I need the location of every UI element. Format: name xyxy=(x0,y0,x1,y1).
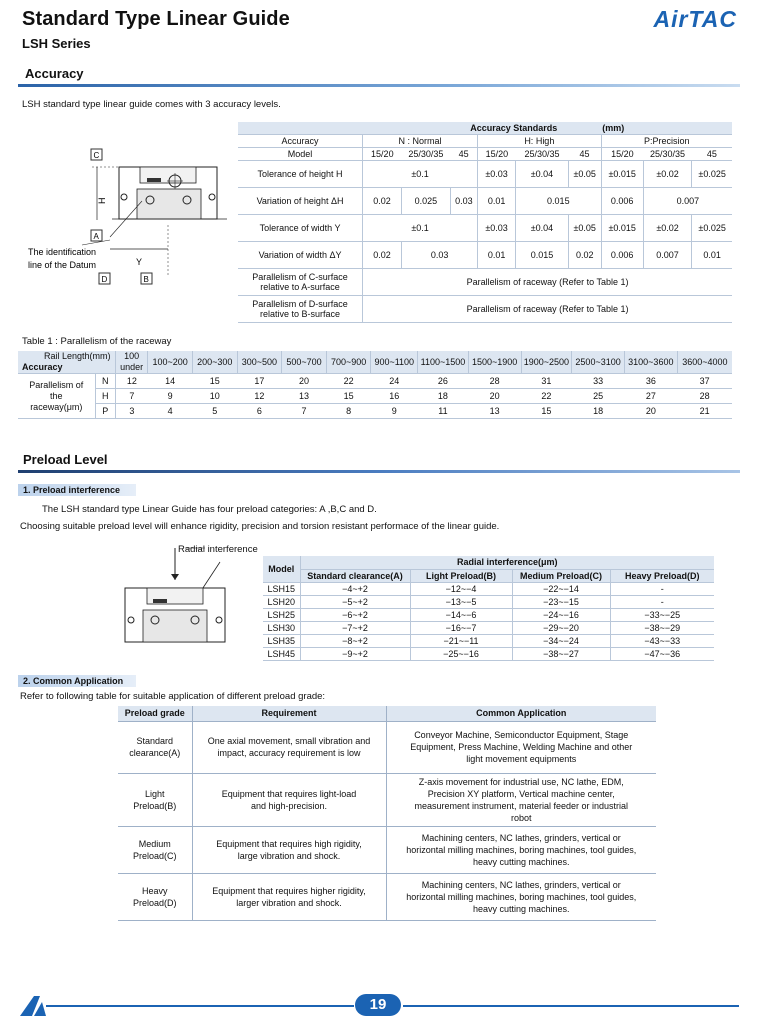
col-model: Model xyxy=(238,147,363,160)
preload-text-2: Choosing suitable preload level will enhance rigidity, precision and torsion resistant performace of the linear guide. xyxy=(20,521,500,532)
accuracy-heading-bar xyxy=(18,84,740,87)
preload-diagram xyxy=(115,540,265,650)
application-row-medium: Medium Preload(C) Equipment that requires high rigidity, large vibration and shock. Machining centers, NC lathes, grinders, vertical or horizontal milling machines, boring machines, tool guides, heavy cutting machines. xyxy=(118,826,656,873)
application-table: Preload grade Requirement Common Application Standard clearance(A) One axial movement, small vibration and impact, accuracy requirement is low Conveyor Machine, Semiconductor Equipment, Stage Equipment, Press Machine, Welding Machine and other light movement equipments Light Preload(B) Equipment that requires light-load and high-precision. Z-axis movement for industrial use, NC lathe, EDM, Precision XY platform, Vertical machine center, measurement instrument, material feeder or industrial robot Medium Preload(C) Equipment that requires high rigidity, large vibration and shock. Machining centers, NC lathes, grinders, vertical or horizontal milling machines, boring machines, tool guides, heavy cutting machines. Heavy Preload(D) Equipment that requires higher rigidity, larger vibration and shock. Machining centers, NC lathes, grinders, vertical or horizontal milling machines, boring machines, tool guides, heavy cutting machines. xyxy=(118,706,656,921)
accuracy-diagram xyxy=(22,145,237,285)
box-label-B xyxy=(141,273,152,284)
rail-length-header: Rail Length(mm) xyxy=(44,351,111,361)
application-row-standard: Standard clearance(A) One axial movement, small vibration and impact, accuracy requirement is low Conveyor Machine, Semiconductor Equipment, Stage Equipment, Press Machine, Welding Machine and other light movement equipments xyxy=(118,721,656,773)
box-label-C xyxy=(91,149,102,160)
raceway-table: Rail Length(mm) Accuracy 100 under 100~200 200~300 300~500 500~700 700~900 900~1100 1100~1500 1500~1900 1900~2500 2500~3100 3100~3600 3600~4000 Parallelism of the raceway(μm) N 12 14 15 17 20 22 24 26 28 31 33 36 37 H 7 9 10 12 13 15 16 18 20 22 25 27 28 P 3 4 5 6 7 8 9 11 13 15 18 20 21 xyxy=(18,351,732,419)
preload-row: LSH15 −4~+2 −12~−4 −22~−14 - xyxy=(263,582,714,595)
preload-row: LSH35 −8~+2 −21~−11 −34~−24 −43~−33 xyxy=(263,634,714,647)
page-number: 19 xyxy=(355,994,401,1016)
raceway-row-P: P 3 4 5 6 7 8 9 11 13 15 18 20 21 xyxy=(18,404,732,419)
svg-text:D: D xyxy=(101,275,108,284)
radial-interference-group: Radial interference(μm) xyxy=(300,556,714,569)
accuracy-table: Accuracy Standards (mm) Accuracy N : Normal H: High P:Precision Model 15/20 25/30/35 45 15/20 25/30/35 45 15/20 25/30/35 45 Tolerance of height H ±0.1 ±0.03 ±0.04 ±0.05 ±0.015 ±0.02 ±0.025 Variation of height ΔH 0.02 0.025 0.03 0.01 0.015 0.006 0.007 Tolerance of width Y ±0.1 ±0.03 ±0.04 ±0.05 ±0.015 ±0.02 ±0.025 Variation of width ΔY 0.02 0.03 0.01 0.015 0.02 0.006 0.007 0.01 Parallelism of C-surface relative to A-surface Parallelism of raceway (Refer to Table 1) Parallelism of D-surface relative to B-surface Parallelism of raceway (Refer to Table 1) xyxy=(238,122,732,323)
series-subtitle: LSH Series xyxy=(22,36,91,51)
airtac-footer-logo-icon xyxy=(18,994,48,1018)
raceway-row-H: H 7 9 10 12 13 15 16 18 20 22 25 27 28 xyxy=(18,389,732,404)
datum-label: line of the Datum xyxy=(28,260,97,270)
svg-text:B: B xyxy=(143,275,149,284)
raceway-caption: Table 1 : Parallelism of the raceway xyxy=(22,336,172,347)
col-model: Model xyxy=(263,556,300,582)
col-accuracy: Accuracy xyxy=(238,134,363,147)
application-row-heavy: Heavy Preload(D) Equipment that requires higher rigidity, larger vibration and shock. Machining centers, NC lathes, grinders, vertical or horizontal milling machines, boring machines, tool guides, heavy cutting machines. xyxy=(118,873,656,920)
svg-text:C: C xyxy=(93,151,100,160)
preload-row: LSH25 −6~+2 −14~−6 −24~−16 −33~−25 xyxy=(263,608,714,621)
row-variation-height: Variation of height ΔH 0.02 0.025 0.03 0.01 0.015 0.006 0.007 xyxy=(238,187,732,214)
footer-line-left xyxy=(46,1005,354,1007)
linear-guide-drawing xyxy=(82,167,227,275)
application-row-light: Light Preload(B) Equipment that requires light-load and high-precision. Z-axis movement for industrial use, NC lathe, EDM, Precision XY platform, Vertical machine center, measurement instrument, material feeder or industrial robot xyxy=(118,773,656,826)
footer-line-right xyxy=(403,1005,739,1007)
row-variation-width: Variation of width ΔY 0.02 0.03 0.01 0.015 0.02 0.006 0.007 0.01 xyxy=(238,241,732,268)
airtac-logo: AirTAC xyxy=(653,6,737,32)
preload-interference-tag: 1. Preload interference xyxy=(18,484,136,496)
accuracy-heading: Accuracy xyxy=(25,66,84,81)
preload-table: Model Radial interference(μm) Standard clearance(A) Light Preload(B) Medium Preload(C) Heavy Preload(D) LSH15 −4~+2 −12~−4 −22~−14 - LSH20 −5~+2 −13~−5 −23~−15 - LSH25 −6~+2 −14~−6 −24~−16 −33~−25 LSH30 −7~+2 −16~−7 −29~−20 −38~−29 LSH35 −8~+2 −21~−11 −34~−24 −43~−33 LSH45 −9~+2 −25~−16 −38~−27 −47~−36 xyxy=(263,556,714,661)
dim-label-H: H xyxy=(97,197,107,204)
accuracy-header: Accuracy xyxy=(22,362,63,372)
box-label-D xyxy=(99,273,110,284)
box-label-A xyxy=(91,230,102,241)
identification-label: The identification xyxy=(28,247,97,257)
row-parallelism-c: Parallelism of C-surface relative to A-surface Parallelism of raceway (Refer to Table 1) xyxy=(238,268,732,295)
application-intro: Refer to following table for suitable application of different preload grade: xyxy=(20,691,326,702)
raceway-row-N: Parallelism of the raceway(μm) N 12 14 15 17 20 22 24 26 28 31 33 36 37 xyxy=(18,374,732,389)
svg-text:A: A xyxy=(93,232,99,241)
preload-row: LSH45 −9~+2 −25~−16 −38~−27 −47~−36 xyxy=(263,647,714,660)
common-application-tag: 2. Common Application xyxy=(18,675,136,687)
radial-interference-label: Radial interference xyxy=(178,544,258,555)
row-parallelism-d: Parallelism of D-surface relative to B-surface Parallelism of raceway (Refer to Table 1) xyxy=(238,295,732,322)
accuracy-standards-caption: Accuracy Standards (mm) xyxy=(363,122,732,134)
row-tolerance-width: Tolerance of width Y ±0.1 ±0.03 ±0.04 ±0.05 ±0.015 ±0.02 ±0.025 xyxy=(238,214,732,241)
preload-row: LSH30 −7~+2 −16~−7 −29~−20 −38~−29 xyxy=(263,621,714,634)
page-title: Standard Type Linear Guide xyxy=(22,8,290,30)
preload-text-1: The LSH standard type Linear Guide has four preload categories: A ,B,C and D. xyxy=(42,504,377,515)
preload-heading: Preload Level xyxy=(23,452,108,467)
accuracy-intro: LSH standard type linear guide comes with 3 accuracy levels. xyxy=(22,99,281,110)
dim-label-Y: Y xyxy=(136,257,143,267)
preload-row: LSH20 −5~+2 −13~−5 −23~−15 - xyxy=(263,595,714,608)
preload-heading-bar xyxy=(18,470,740,473)
row-tolerance-height: Tolerance of height H ±0.1 ±0.03 ±0.04 ±0.05 ±0.015 ±0.02 ±0.025 xyxy=(238,160,732,187)
